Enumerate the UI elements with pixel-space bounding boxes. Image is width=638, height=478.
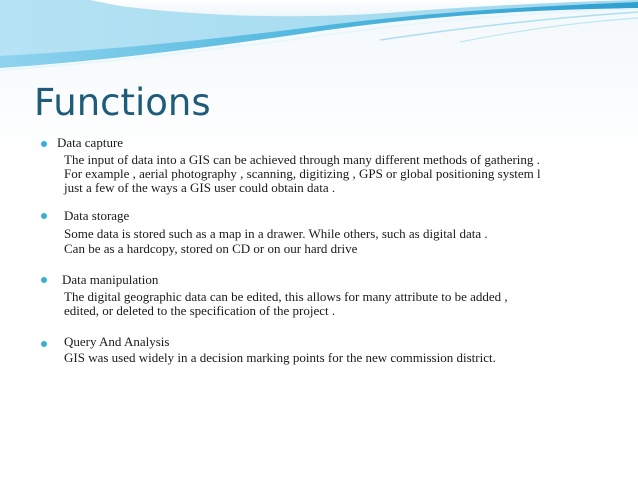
bullet-text-line: GIS was used widely in a decision marking points for the new commission district. [64, 350, 496, 365]
bullet-label: Data capture [57, 135, 124, 150]
bullet-dot-icon [41, 341, 47, 347]
bullet-dot-icon [41, 141, 47, 147]
bullet-dot-icon [41, 213, 47, 219]
bullet-text-line: Some data is stored such as a map in a drawer. While others, such as digital data . [64, 226, 488, 241]
bullet-dot-icon [41, 277, 47, 283]
slide-title: Functions [34, 81, 211, 124]
bullet-label: Data storage [64, 208, 130, 223]
bullet-text-line: The digital geographic data can be edited, this allows for many attribute to be added , [64, 289, 508, 304]
bullet-text-line: edited, or deleted to the specification of the project . [64, 303, 336, 318]
bullet-label: Data manipulation [62, 272, 159, 287]
bullet-text-line: Can be as a hardcopy, stored on CD or on our hard drive [64, 241, 358, 256]
header-wave-decoration [0, 0, 638, 80]
bullet-label: Query And Analysis [64, 334, 170, 349]
bullet-text-line: For example , aerial photography , scanning, digitizing , GPS or global positioning system l [64, 166, 541, 181]
bullet-text-line: The input of data into a GIS can be achieved through many different methods of gathering . [64, 152, 540, 167]
bullet-text-line: just a few of the ways a GIS user could obtain data . [64, 180, 336, 195]
